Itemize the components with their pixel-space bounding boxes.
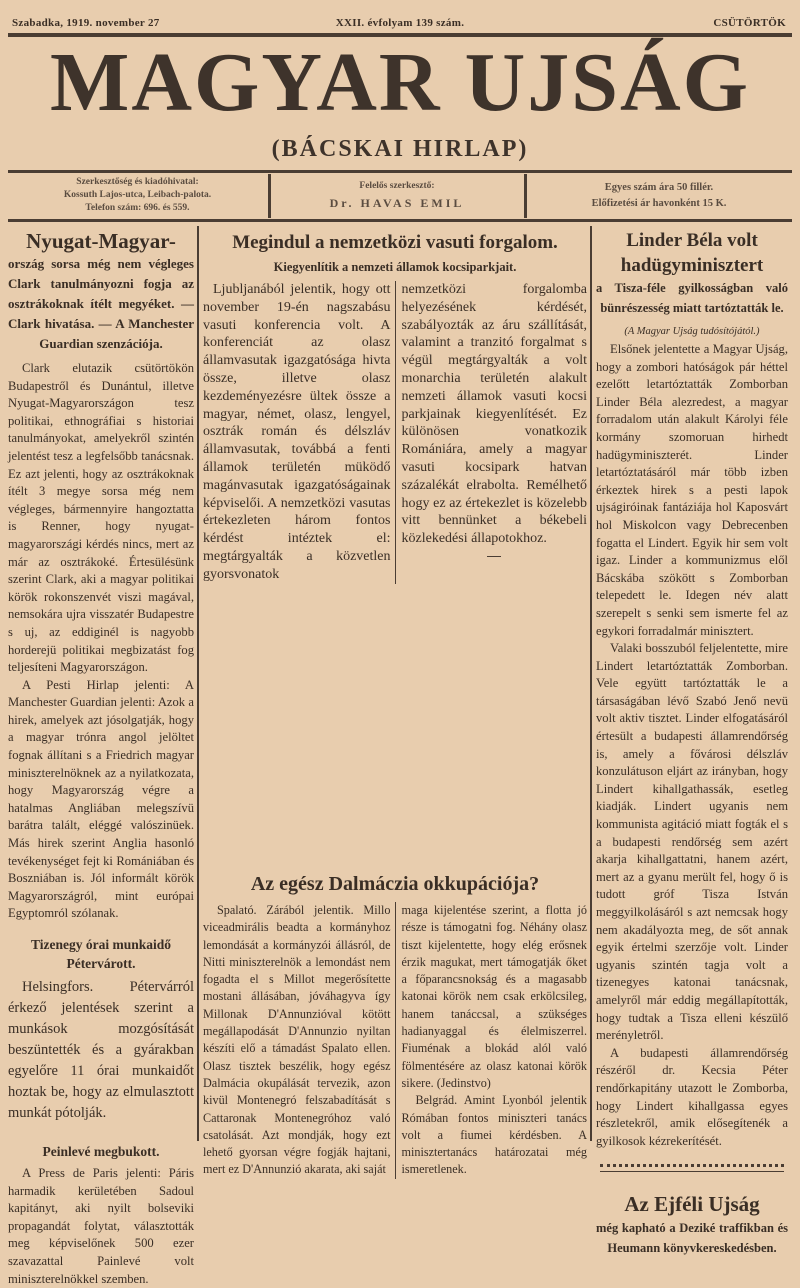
paragraph: Clark elutazik csütörtökön Budapestről és Dunántul, illetve Nyugat-Magyarországon tesz politikai, ethnográfiai s historiai tanulmányokat, amelyekről szintén jelentést tesz a legfelsőbb tanácsnak. Ez azt jelenti, hogy az osztrákoknak ítélt 3 megye sorsa még nem végleges, bármennyire hangoztatta is Renner, hogy nyugat-magyarországi kérdés nincs, mert az már az osztrákoké. Értesülésünk szerint Clark, aki a magyar politikai körök rokonszenvét viszi magával, nemsokára ujra visszatér Budapestre s uj, az eddiginél is nagyobb horderejü politikai megbizatást fog teljesíteni Magyarországon. xyxy=(8,361,194,675)
article-subtitle: Pétervárott. xyxy=(66,956,136,971)
paragraph: A Press de Paris jelenti: Páris harmadik kerületében Sadoul kapitányt, aki nyilt bolseviki propagandát folytat, választották meg képviselőnek 500 ezer szavazattal Painlevé volt miniszterelnökkel szemben. xyxy=(8,1166,194,1286)
article-subtitle: Kiegyenlítik a nemzeti államok kocsiparkjait. xyxy=(273,260,517,274)
editor-label: Felelős szerkesztő: xyxy=(359,181,435,191)
divider xyxy=(268,174,271,218)
masthead-subtitle: (BÁCSKAI HIRLAP) xyxy=(271,136,529,162)
divider xyxy=(8,219,792,222)
article-credit: (A Magyar Ujság tudósítójától.) xyxy=(624,326,760,337)
column-divider xyxy=(590,226,592,1141)
article-title: Az egész Dalmáczia okkupációja? xyxy=(250,873,540,895)
article-linder-bela xyxy=(596,228,788,1258)
paragraph: A Pesti Hirlap jelenti: A Manchester Guardian jelenti: Azok a hirek, amelyek azt jósolgatják, hogy a magyar trónra angol jelöltet fognak állítani s a Friedrich magyar miniszterelnöknek az a nyilatkozata, hogy Magyarország végre a hatalmas Angliában melegszívü barátra talált, eléggé valószinüek. Más hirek szerint Anglia hasonló tevékenységet fejt ki Romániában és Boszniában is. Jól informált körök Magyarországról, mint európai Egyptomról szólanak. xyxy=(8,677,194,921)
paragraph: Spalató. Zárából jelentik. Millo viceadmirális beadta a kormányhoz lemondását a kormányzói állásról, de Nitti miniszterelnök a lemondást nem fogadta el s Millot megerősítette mostani állásában, jóváhagyva így Millonak D'Annunzióval kötött megállapodását D'Annunzio nyiltan készíti elő a támadást Spalato ellen. Olasz tisztek beszélik, hogy egész Dalmácia okupálását tervezik, azon kivül Montenegró felszabadítását s Cattaronak Montenegróhoz való csatolását. Azt mondják, hogy ezt lehető gyorsan végre fogják hajtani, mert ez D'Annunzió akarata, aki saját xyxy=(203,903,391,1177)
editor-info xyxy=(272,176,522,220)
paragraph: Valaki bosszuból feljelentette, mire Lindert letartóztatták Zomborban. Vele együtt tartóztatták le a társaságában lévő Szabó Jenő nevü volt aktiv tisztet. Linder elfogatásáról értesült a budapesti államrendőrség is, amely a fővárosi délszláv konzulátuson eljárt az irányban, hogy Lindert kihallgathassák, esetleg kiadják. Lindert ugyanis nem kommunista agitáció miatt fogták el s a budapesti rendőrség sem azért akarja kihallgattatni, hanem azért, mert az a gyanu merült fel, hogy ő is tudott gróf Tisza István meggyilkolásáról s azt nemcsak hogy nem akadályozta meg, de sőt annak egyik értelmi szerzője volt. Linder ugyanis szintén tagja volt a tizenegyes katonai tanácsnak, amelyről már eddig megállapították, hogy tudtak a Tisza elleni készülő merényletről. xyxy=(596,641,788,1043)
subscription: Előfizetési ár havonként 15 K. xyxy=(591,198,727,209)
issue-date: Szabadka, 1919. november 27 xyxy=(12,17,160,29)
ad-text: még kapható a Deziké traffikban és Heumann könyvkereskedésben. xyxy=(596,1221,788,1256)
article-vasuti-forgalom xyxy=(203,230,587,584)
office-address: Kossuth Lajos-utca, Leibach-palota. xyxy=(63,190,212,200)
paragraph: nemzetközi forgalomba helyezésének kérdését, szabályozták az áru szállítását, valamint a tranzitó forgalmat s végül megtárgyalták a volt monarchia területén alakult nemzeti államok vasuti kocsi parkjainak kiegyenlítését. Ez különösen vonatkozik Romániára, amely a magyar vasuti kocsipark hatvan százalékát elrabolta. Remélhető hogy ez az értekezlet is közelebb vitt bennünket a békebeli közlekedési állapotokhoz. xyxy=(401,282,587,547)
article-title: Megindul a nemzetközi vasuti forgalom. xyxy=(232,232,558,253)
article-subtitle: a Tisza-féle gyilkosságban való bünrészesség miatt tartóztatták le. xyxy=(596,281,788,315)
text-column xyxy=(203,281,396,584)
end-mark xyxy=(487,556,501,557)
office-info xyxy=(10,176,265,216)
article-dalmacia xyxy=(203,870,587,1179)
text-column xyxy=(402,902,588,1179)
article-title: Peinlevé megbukott. xyxy=(42,1144,160,1159)
article-deck: ország sorsa még nem végleges Clark tanulmányozni fogja az osztrákoknak ítélt megyéket. — Clark hivatása. — A Manchester Guardian szenzációja. xyxy=(8,256,194,351)
price: Egyes szám ára 50 fillér. xyxy=(604,182,714,193)
text-column xyxy=(402,281,588,584)
editor-name: Dr. HAVAS EMIL xyxy=(329,196,465,210)
office-label: Szerkesztőség és kiadóhivatal: xyxy=(76,177,199,187)
paragraph: A budapesti államrendőrség részéről dr. Kecsia Péter rendőrkapitány utazott le Zomborba, hogy Lindert kihallgassa egyes részletekről, amik elősegítenék a gyilkosok kézrekerítését. xyxy=(596,1045,788,1148)
paragraph: Elsőnek jelentette a Magyar Ujság, hogy a zombori hatóságok pár héttel ezelőtt letartóztatták Zomborban Linder Béla alezredest, a magyar forradalom után alakult Károlyi féle kormány szomoruan hirhedt hadügyminiszterét. Linder letartóztatásáról már több izben érkeztek hirek s a pesti lapok ujságiróinak fantáziája hol Kaposvárt hol Miskolcon vagy Debrecenben fogatta el Lindert. Egyik hir sem volt igaz. Linder a kommunizmus elől Bácskába szökött s Zomborban telepedett le. Idegen név alatt szerepelt s senki sem ismerte fel az egykori forradalmár minisztert. xyxy=(596,342,788,638)
text-column xyxy=(203,902,396,1179)
paragraph: Belgrád. Amint Lyonból jelentik Rómában fontos miniszteri tanács volt a fiumei kérdésben. A minisztertanács határozatai még ismeretlenek. xyxy=(401,1093,587,1177)
paragraph: Ljubljanából jelentik, hogy ott november 19-én nagszabásu vasuti konferencia volt. A konferenciát az olasz államvasutak igazgatósága hivta össze, illetve olasz kezdeményezésre ültek össze a magyar, német, olasz, lengyel, osztrák román és délszláv államvasutak, továbbá a fenti államok területén müködő magánvasutak igazgatóságainak képviselői. A nemzetközi vasutas értekezleten három fontos kérdést intéztek el: megtárgyalták a közvetlen gyorsvonatok xyxy=(203,282,391,582)
office-phone: Telefon szám: 696. és 559. xyxy=(85,203,190,213)
column-divider xyxy=(197,226,199,1141)
masthead: MAGYAR UJSÁG xyxy=(50,36,750,129)
paragraph: Helsingfors. Pétervárról érkező jelentések szerint a munkások mozgósítását beszüntették és a gyárakban egyelőre 11 órai munkaidőt hoztak be, hogy az elmulasztott munkát pótolják. xyxy=(8,979,194,1121)
ad-title: Az Ejféli Ujság xyxy=(624,1192,760,1217)
ornamental-divider xyxy=(600,1164,784,1172)
weekday: CSÜTÖRTÖK xyxy=(713,17,786,29)
article-nyugat-magyarorszag xyxy=(8,228,194,1288)
divider xyxy=(524,174,527,218)
divider xyxy=(8,170,792,173)
price-info xyxy=(528,176,790,220)
paragraph: maga kijelentése szerint, a flotta jó része is támogatni fog. Néhány olasz tiszt kijelentette, hogy elég erősnek érzik magukat, mert támogatják őket a főparancsnokság és a magasabb katonai körök nem csak erkölcsileg, hanem tanáccsal, a szükséges hadianyaggal és élelmiszerrel. Fiuménak a blokád alól való fölmentésére az olasz katonai körök sikere. (Jedinstvo) xyxy=(401,903,587,1090)
article-title: Tizenegy órai munkaidő xyxy=(30,937,172,952)
article-title: Nyugat-Magyar- xyxy=(26,229,176,253)
article-title: Linder Béla volt hadügyminisztert xyxy=(620,230,764,276)
issue-number: XXII. évfolyam 139 szám. xyxy=(335,17,465,29)
